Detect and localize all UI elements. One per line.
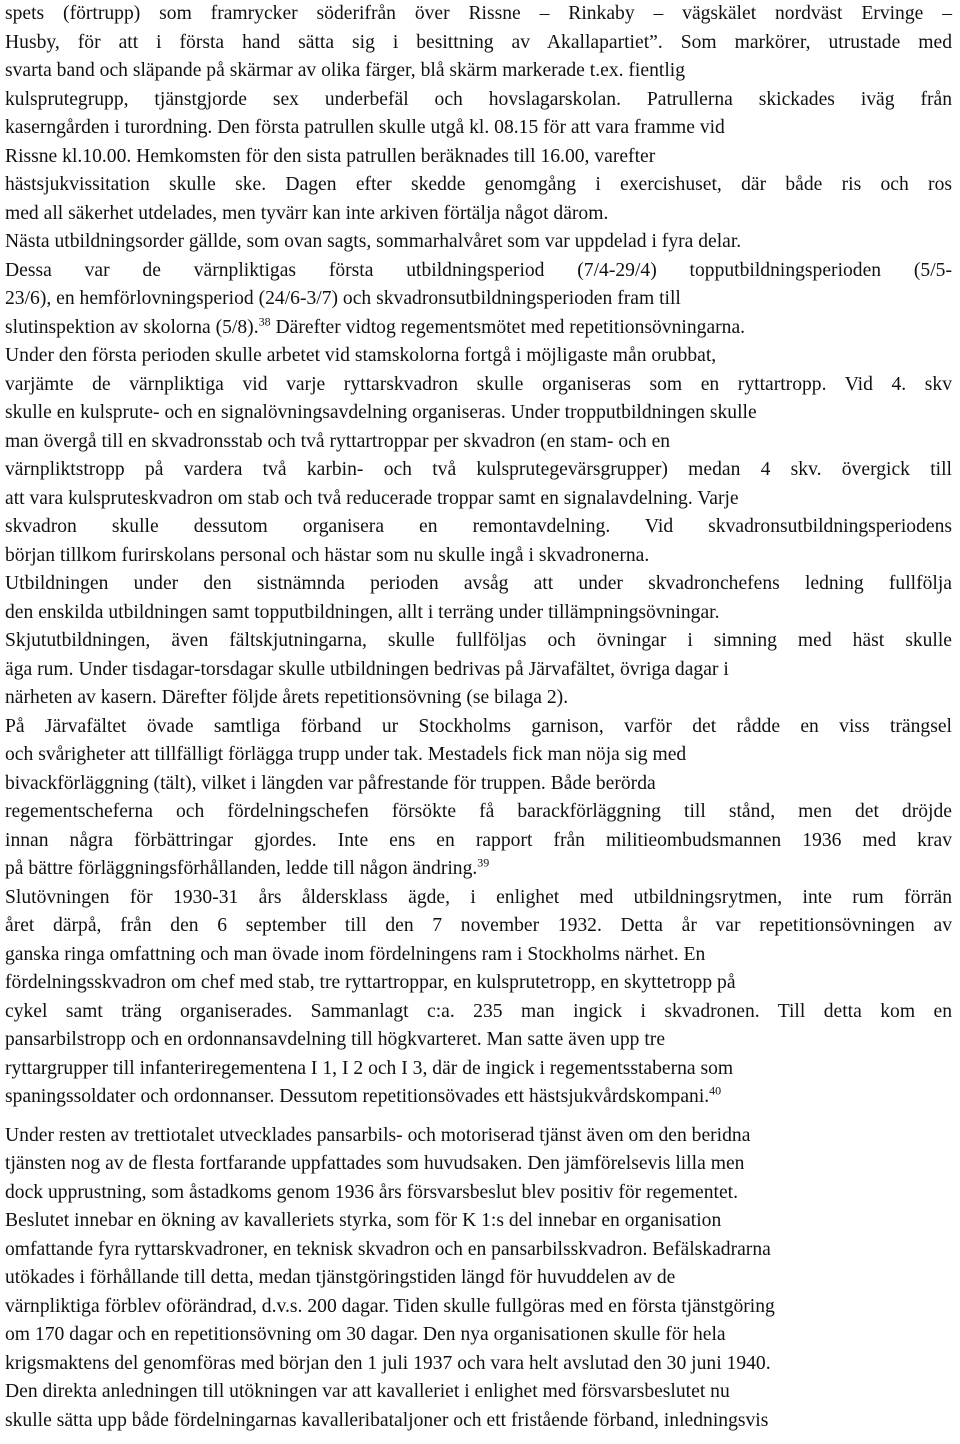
text-line-content: utökades i förhållande till detta, medan tjänstgöringstiden längd för huvuddelen av de (5, 1267, 676, 1288)
text-line (5, 542, 952, 571)
text-line (5, 570, 952, 599)
text-line-content: pansarbilstropp och en ordonnansavdelning till högkvarteret. Man satte även upp tre (5, 1029, 666, 1050)
text-line (5, 1407, 952, 1436)
paragraph-gap (5, 1112, 952, 1122)
text-line-content: början tillkom furirskolans personal och hästar som nu skulle ingå i skvadronerna. (5, 544, 650, 566)
text-line (5, 257, 952, 286)
text-line (5, 0, 952, 29)
text-line (5, 627, 952, 656)
text-line-content: året därpå, från den 6 september till den 7 november 1932. Detta år var repetitionsövningen av (5, 915, 952, 936)
text-line (5, 1236, 952, 1265)
text-line-continuation: Därefter vidtog regementsmötet med repetitionsövningarna. (270, 316, 746, 338)
text-line (5, 314, 952, 343)
text-line (5, 228, 952, 257)
text-line (5, 342, 952, 371)
text-line (5, 656, 952, 685)
text-line (5, 456, 952, 485)
text-line (5, 428, 952, 457)
text-line-content: kulsprutegrupp, tjänstgjorde sex underbefäl och hovslagarskolan. Patrullerna skickades iväg från (5, 88, 952, 110)
text-line (5, 684, 952, 713)
text-line-content: varjämte de värnpliktiga vid varje ryttarskvadron skulle organiseras som en ryttartropp. Vid 4. skv (5, 373, 952, 395)
text-line (5, 798, 952, 827)
text-line (5, 912, 952, 941)
text-line (5, 1321, 952, 1350)
text-line-content: dock upprustning, som åstadkoms genom 1936 års försvarsbeslut blev positiv för regementet. (5, 1181, 739, 1203)
text-line (5, 1207, 952, 1236)
text-line (5, 29, 952, 58)
text-line-content: kaserngården i turordning. Den första patrullen skulle utgå kl. 08.15 för att vara framme vid (5, 117, 725, 138)
text-line-content: ryttargrupper till infanteriregementena I 1, I 2 och I 3, där de ingick i regementsstaberna som (5, 1057, 734, 1079)
text-line-content: svarta band och släpande på skärmar av olika färger, blå skärm markerade t.ex. fientlig (5, 60, 686, 81)
text-line (5, 1264, 952, 1293)
text-line (5, 171, 952, 200)
footnote-marker: 38 (258, 313, 271, 328)
text-line-content: värnpliktstropp på vardera två karbin- och två kulsprutegevärsgrupper) medan 4 skv. övergick till (5, 459, 952, 480)
text-line-content: fördelningsskvadron om chef med stab, tre ryttartroppar, en kulsprutetropp, en skyttetropp på (5, 972, 736, 993)
text-line-content: närheten av kasern. Därefter följde årets repetitionsövning (se bilaga 2). (5, 687, 569, 708)
text-line-content: Husby, för att i första hand sätta sig i besittning av Akallapartiet”. Som markörer, utrustade med (5, 31, 952, 53)
text-line (5, 1179, 952, 1208)
text-line-content: Skjututbildningen, även fältskjutningarna, skulle fullföljas och övningar i simning med häst skulle (5, 630, 952, 651)
text-line (5, 86, 952, 115)
text-line-content: Nästa utbildningsorder gällde, som ovan sagts, sommarhalvåret som var uppdelad i fyra delar. (5, 231, 742, 252)
text-line (5, 827, 952, 856)
text-line-content: äga rum. Under tisdagar-torsdagar skulle utbildningen bedrivas på Järvafältet, övriga dagar i (5, 658, 729, 680)
document-page (5, 0, 952, 1435)
text-line-content: att vara kulspruteskvadron om stab och två reducerade troppar samt en signalavdelning. Varje (5, 487, 739, 509)
text-line (5, 371, 952, 400)
text-line-content: Slutövningen för 1930-31 års åldersklass ägde, i enlighet med utbildningsrytmen, inte rum förrän (5, 886, 952, 908)
text-line-content: bivackförläggning (tält), vilket i längden var påfrestande för truppen. Både berörda (5, 772, 656, 794)
text-line (5, 998, 952, 1027)
text-line (5, 143, 952, 172)
text-block-1 (5, 0, 952, 1112)
text-line-content: skulle sätta upp både fördelningarnas kavalleribataljoner och ett fristående förband, inledningsvis (5, 1409, 769, 1431)
text-line-content: på bättre förläggningsförhållanden, ledde till någon ändring. (5, 858, 478, 879)
text-line (5, 1350, 952, 1379)
text-line (5, 114, 952, 143)
text-line (5, 399, 952, 428)
text-line (5, 513, 952, 542)
text-line (5, 1293, 952, 1322)
text-line-content: värnpliktiga förblev oförändrad, d.v.s. 200 dagar. Tiden skulle fullgöras med en första tjänstgöring (5, 1295, 775, 1317)
text-line-content: spaningssoldater och ordonnanser. Dessutom repetitionsövades ett hästsjukvårdskompani. (5, 1086, 710, 1107)
text-line-content: regementscheferna och fördelningschefen försökte få barackförläggning till stånd, men det dröjde (5, 801, 952, 822)
text-line-content: ganska ringa omfattning och man övade inom fördelningens ram i Stockholms närhet. En (5, 943, 706, 965)
text-line-content: och svårigheter att tillfälligt förlägga trupp under tak. Mestadels fick man nöja sig med (5, 744, 687, 765)
text-line (5, 741, 952, 770)
text-line (5, 855, 952, 884)
text-line-content: Den direkta anledningen till utökningen var att kavalleriet i enlighet med försvarsbeslutet nu (5, 1381, 730, 1402)
text-line-content: cykel samt träng organiserades. Sammanlagt c:a. 235 man ingick i skvadronen. Till detta kom en (5, 1000, 952, 1022)
text-line (5, 1122, 952, 1151)
text-line-content: 23/6), en hemförlovningsperiod (24/6-3/7) och skvadronsutbildningsperioden fram till (5, 288, 681, 309)
text-line-content: med all säkerhet utdelades, men tyvärr kan inte arkiven förtälja något därom. (5, 202, 609, 224)
text-line (5, 1026, 952, 1055)
text-line (5, 884, 952, 913)
text-line-content: Beslutet innebar en ökning av kavalleriets styrka, som för K 1:s del innebar en organisation (5, 1210, 722, 1231)
footnote-marker: 40 (709, 1083, 722, 1098)
text-line-content: Under den första perioden skulle arbetet vid stamskolorna fortgå i möjligaste mån orubbat, (5, 345, 717, 366)
text-line (5, 969, 952, 998)
text-line (5, 1083, 952, 1112)
text-line-content: omfattande fyra ryttarskvadroner, en teknisk skvadron och en pansarbilsskvadron. Befälskadrarna (5, 1238, 771, 1260)
text-line (5, 200, 952, 229)
text-line-content: innan några förbättringar gjordes. Inte ens en rapport från militieombudsmannen 1936 med krav (5, 829, 952, 851)
text-line-content: hästsjukvissitation skulle ske. Dagen efter skedde genomgång i exercishuset, där både ris och ros (5, 174, 952, 195)
text-line-content: På Järvafältet övade samtliga förband ur Stockholms garnison, varför det rådde en viss trängsel (5, 715, 952, 737)
text-line (5, 1378, 952, 1407)
text-line (5, 485, 952, 514)
text-line (5, 1055, 952, 1084)
text-line (5, 770, 952, 799)
text-line (5, 1150, 952, 1179)
text-line (5, 57, 952, 86)
footnote-marker: 39 (477, 855, 490, 870)
text-line-content: tjänsten nog av de flesta fortfarande uppfattades som huvudsaken. Den jämförelsevis lilla men (5, 1153, 745, 1174)
text-line-content: Utbildningen under den sistnämnda perioden avsåg att under skvadronchefens ledning fullfölja (5, 573, 952, 594)
text-line-content: den enskilda utbildningen samt topputbildningen, allt i terräng under tillämpningsövningar. (5, 601, 720, 623)
text-line-content: slutinspektion av skolorna (5/8). (5, 316, 259, 338)
text-line-content: Rissne kl.10.00. Hemkomsten för den sista patrullen beräknades till 16.00, varefter (5, 145, 656, 167)
text-line-content: krigsmaktens del genomföras med början den 1 juli 1937 och vara helt avslutad den 30 juni 1940. (5, 1352, 771, 1374)
text-block-2 (5, 1122, 952, 1436)
text-line (5, 713, 952, 742)
text-line-content: spets (förtrupp) som framrycker söderifrån över Rissne – Rinkaby – vägskälet nordväst Ervinge – (5, 3, 952, 24)
text-line-content: om 170 dagar och en repetitionsövning om 30 dagar. Den nya organisationen skulle för hela (5, 1324, 726, 1345)
text-line-content: man övergå till en skvadronsstab och två ryttartroppar per skvadron (en stam- och en (5, 430, 671, 452)
text-line (5, 285, 952, 314)
text-line-content: Dessa var de värnpliktigas första utbildningsperiod (7/4-29/4) topputbildningsperioden (5/5- (5, 259, 952, 281)
text-line (5, 941, 952, 970)
text-line-content: skulle en kulsprute- och en signalövningsavdelning organiseras. Under tropputbildningen skulle (5, 402, 757, 423)
text-line (5, 599, 952, 628)
text-line-content: Under resten av trettiotalet utvecklades pansarbils- och motoriserad tjänst även om den beridna (5, 1124, 751, 1146)
text-line-content: skvadron skulle dessutom organisera en remontavdelning. Vid skvadronsutbildningsperiodens (5, 516, 952, 537)
